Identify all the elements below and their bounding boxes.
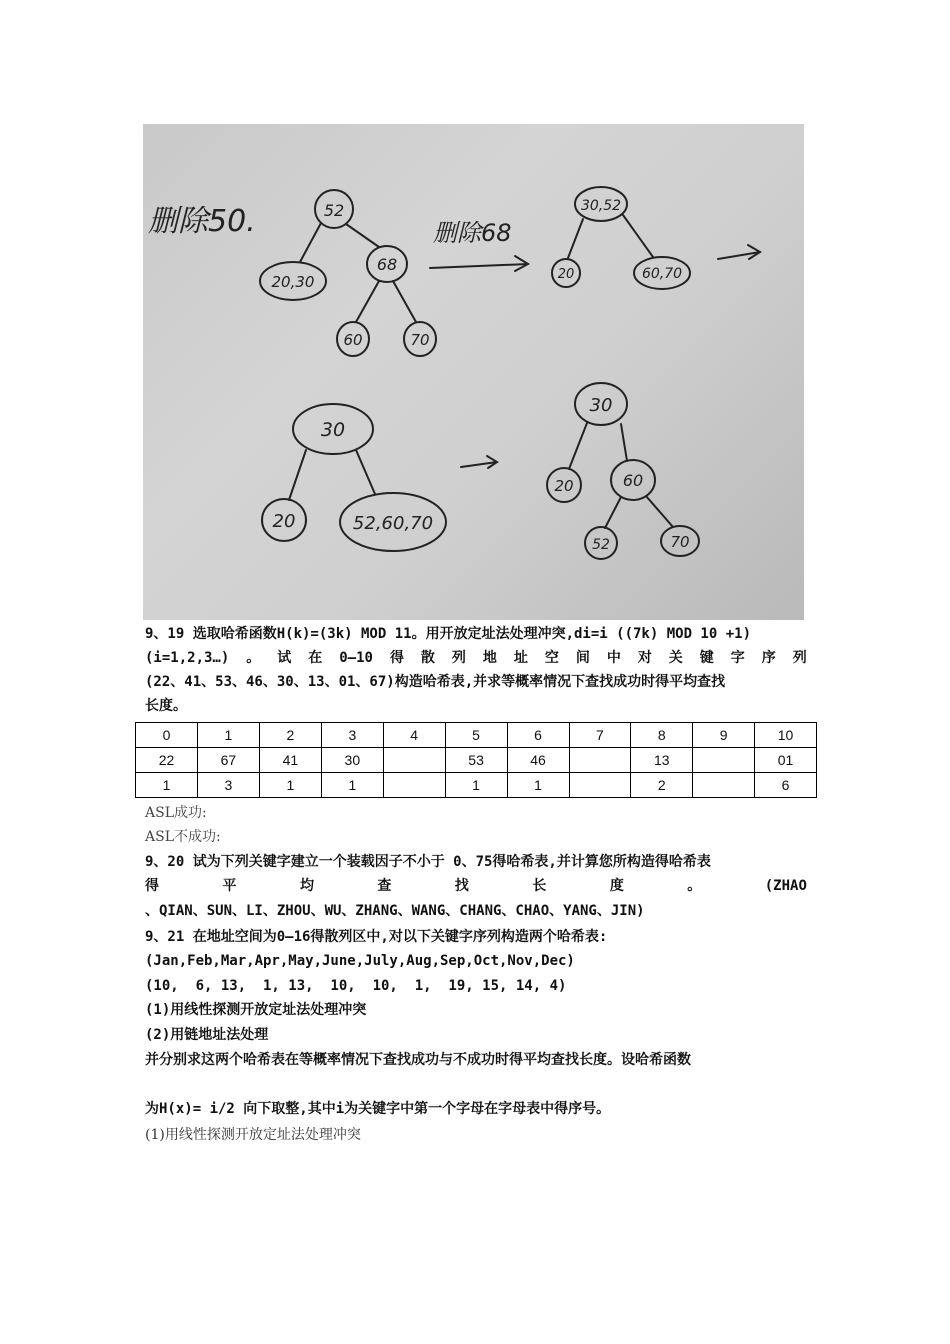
q919-w11: 间 <box>575 650 590 666</box>
tree2-right-label: 60,70 <box>641 266 683 282</box>
handwritten-tree-photo <box>143 124 804 620</box>
table-cell: 1 <box>259 773 321 798</box>
table-cell: 4 <box>383 723 445 748</box>
table-cell <box>569 773 631 798</box>
q919-line4: 长度。 <box>145 698 187 714</box>
table-cell: 0 <box>136 723 198 748</box>
q919-w5: 得 <box>389 650 404 666</box>
table-cell: 5 <box>445 723 507 748</box>
q919-w7: 列 <box>451 650 466 666</box>
q919-w0: (i=1,2,3…) <box>145 650 230 666</box>
asl-fail: ASL不成功: <box>145 829 221 845</box>
table-cell: 01 <box>755 748 817 773</box>
tree4-left-label: 20 <box>554 477 574 495</box>
table-cell: 1 <box>197 723 259 748</box>
q920-line3: 、QIAN、SUN、LI、ZHOU、WU、ZHANG、WANG、CHANG、CHAO、YANG、JIN) <box>145 903 645 919</box>
q919-w14: 关 <box>668 650 683 666</box>
tree4-rr-label: 70 <box>670 533 690 551</box>
tree4-root-label: 30 <box>589 395 613 416</box>
tree2-left-label: 20 <box>557 267 575 282</box>
q919-w10: 空 <box>544 650 559 666</box>
q921-line3: (10, 6, 13, 1, 13, 10, 10, 1, 19, 15, 14, 4) <box>145 978 567 994</box>
q919-w9: 址 <box>513 650 528 666</box>
q921-line6: 并分别求这两个哈希表在等概率情况下查找成功与不成功时得平均查找长度。设哈希函数 <box>145 1052 691 1068</box>
table-cell: 10 <box>755 723 817 748</box>
table-cell: 1 <box>445 773 507 798</box>
tree3-right-label: 52,60,70 <box>352 513 434 534</box>
q919-w8: 地 <box>482 650 497 666</box>
table-cell: 41 <box>259 748 321 773</box>
q920-w5: 长 <box>532 878 547 894</box>
q919-w2: 试 <box>277 650 292 666</box>
table-cell: 46 <box>507 748 569 773</box>
q921-line4: (1)用线性探测开放定址法处理冲突 <box>145 1002 367 1018</box>
q920-line2 <box>145 874 807 898</box>
q919-w6: 散 <box>420 650 435 666</box>
table-cell: 2 <box>259 723 321 748</box>
q919-w18: 列 <box>792 650 807 666</box>
table-cell: 22 <box>136 748 198 773</box>
q919-line3: (22、41、53、46、30、13、01、67)构造哈希表,并求等概率情况下查找成功时得平均查找 <box>145 674 726 690</box>
tree1-rl-label: 60 <box>343 331 363 349</box>
q921-line5: (2)用链地址法处理 <box>145 1027 269 1043</box>
q919-line1: 9、19 选取哈希函数H(k)=(3k) MOD 11。用开放定址法处理冲突,di=i ((7k) MOD 10 +1) <box>145 626 752 642</box>
table-cell: 53 <box>445 748 507 773</box>
caption-delete68: 删除68 <box>433 219 512 247</box>
table-cell <box>693 748 755 773</box>
q921-line7: 为H(x)= i/2 向下取整,其中i为关键字中第一个字母在字母表中得序号。 <box>145 1101 611 1117</box>
tree4-rl-label: 52 <box>592 537 610 553</box>
tree4-right-label: 60 <box>622 471 644 490</box>
tree-drawings <box>143 124 804 620</box>
tree1-right-label: 68 <box>376 255 398 274</box>
table-cell: 30 <box>321 748 383 773</box>
table-cell <box>383 748 445 773</box>
q920-w6: 度 <box>609 878 624 894</box>
table-row <box>136 723 817 748</box>
q919-w17: 序 <box>761 650 776 666</box>
q919-w1: 。 <box>246 650 261 666</box>
q920-w8: (ZHAO <box>764 878 807 894</box>
tree1-rr-label: 70 <box>410 331 430 349</box>
table-cell: 3 <box>321 723 383 748</box>
q921-line1: 9、21 在地址空间为0—16得散列区中,对以下关键字序列构造两个哈希表: <box>145 929 608 945</box>
tree3-root-label: 30 <box>320 419 346 441</box>
table-cell: 13 <box>631 748 693 773</box>
table-cell <box>569 748 631 773</box>
q920-w2: 均 <box>299 878 314 894</box>
q919-w16: 字 <box>730 650 745 666</box>
q919-w15: 键 <box>699 650 714 666</box>
q919-w4: 0—10 <box>339 650 373 666</box>
q920-w4: 找 <box>454 878 469 894</box>
q921-line2: (Jan,Feb,Mar,Apr,May,June,July,Aug,Sep,Oct,Nov,Dec) <box>145 953 575 969</box>
table-cell: 6 <box>507 723 569 748</box>
table-cell: 3 <box>197 773 259 798</box>
q920-line1: 9、20 试为下列关键字建立一个装载因子不小于 0、75得哈希表,并计算您所构造得哈希表 <box>145 854 711 870</box>
table-cell <box>693 773 755 798</box>
q920-w1: 平 <box>222 878 237 894</box>
table-row <box>136 773 817 798</box>
tree1-root-label: 52 <box>323 201 345 220</box>
table-cell: 9 <box>693 723 755 748</box>
table-cell: 2 <box>631 773 693 798</box>
q921-line8: (1)用线性探测开放定址法处理冲突 <box>145 1127 361 1143</box>
table-cell: 67 <box>197 748 259 773</box>
q920-w3: 查 <box>377 878 392 894</box>
tree2-root-label: 30,52 <box>580 198 622 214</box>
table-cell: 1 <box>321 773 383 798</box>
table-cell: 1 <box>136 773 198 798</box>
table-row <box>136 748 817 773</box>
hash-table <box>135 722 817 798</box>
table-cell: 8 <box>631 723 693 748</box>
q920-w0: 得 <box>145 878 159 894</box>
caption-delete50: 删除50. <box>148 204 256 239</box>
table-cell: 7 <box>569 723 631 748</box>
table-cell: 6 <box>755 773 817 798</box>
q919-line2 <box>145 646 807 670</box>
q920-w7: 。 <box>687 878 702 894</box>
q919-w12: 中 <box>606 650 621 666</box>
q919-w3: 在 <box>308 650 323 666</box>
asl-success: ASL成功: <box>145 805 207 821</box>
tree1-left-label: 20,30 <box>271 273 315 291</box>
tree3-left-label: 20 <box>272 511 296 532</box>
q919-w13: 对 <box>637 650 652 666</box>
table-cell: 1 <box>507 773 569 798</box>
table-cell <box>383 773 445 798</box>
